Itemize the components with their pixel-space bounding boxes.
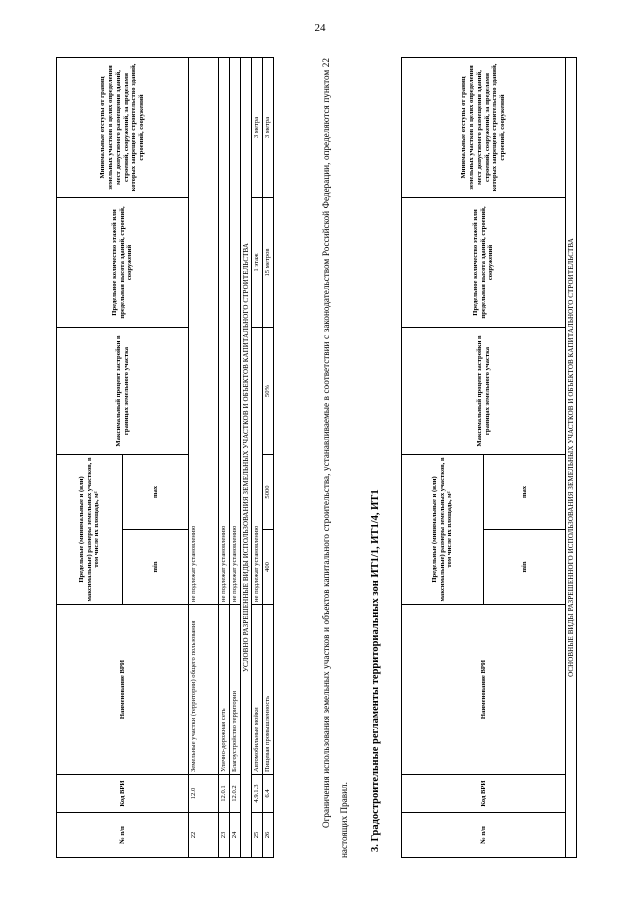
row-merged-value: не подлежат установлению — [219, 58, 230, 605]
table-row — [189, 58, 219, 858]
table-row — [219, 58, 230, 858]
row-name: Пищевая промышленность — [263, 605, 274, 775]
header-code: Код ВРИ — [402, 775, 566, 813]
row-name: Улично-дорожная сеть — [219, 605, 230, 775]
regulations-table-1 — [56, 57, 274, 858]
header-num: № п/п — [402, 813, 566, 858]
row-floors: 1 этаж — [252, 198, 263, 328]
row-num: 26 — [263, 813, 274, 858]
section-heading: 3. Градостроительные регламенты территориальных зон ИТ1/1, ИТ1/4, ИТ1 — [370, 489, 381, 852]
header-size-group: Предельные (минимальные и (или) максимальные) размеры земельных участков, в том числе их площадь, м² — [57, 455, 123, 605]
row-num: 24 — [229, 813, 240, 858]
section-title-conditional: УСЛОВНО РАЗРЕШЕННЫЕ ВИДЫ ИСПОЛЬЗОВАНИЯ ЗЕМЕЛЬНЫХ УЧАСТКОВ И ОБЪЕКТОВ КАПИТАЛЬНОГО СТРОИТЕЛЬСТВА — [240, 58, 251, 858]
header-setbacks: Минимальные отступы от границ земельных участков в целях определения мест допустимого размещения зданий, строений, сооружений, за пределами которых запрещено строительство зданий, строений, сооружений — [57, 58, 189, 198]
header-max: max — [484, 455, 566, 530]
row-name: Автомобильные мойки — [252, 605, 263, 775]
row-code: 12.0.1 — [219, 775, 230, 813]
header-max: max — [123, 455, 189, 530]
header-percent: Максимальный процент застройки в границах земельного участка — [57, 328, 189, 455]
section-row — [240, 58, 251, 858]
page-number: 24 — [314, 22, 326, 34]
header-min: min — [484, 530, 566, 605]
row-merged-value: не подлежат установлению — [189, 58, 219, 605]
row-percent: 50% — [263, 328, 274, 455]
header-floors: Предельное количество этажей или предельная высота зданий, строений, сооружений — [57, 198, 189, 328]
regulations-table-2 — [401, 57, 577, 858]
header-floors: Предельное количество этажей или предельная высота зданий, строений, сооружений — [402, 198, 566, 328]
row-code: 12.0.2 — [229, 775, 240, 813]
header-name: Наименование ВРИ — [402, 605, 566, 775]
row-name: Земельные участки (территории) общего пользования — [189, 605, 219, 775]
header-size-group: Предельные (минимальные и (или) максимальные) размеры земельных участков, в том числе их площадь, м² — [402, 455, 484, 605]
row-merged-value: не подлежат установлению — [252, 328, 263, 605]
table-row — [263, 58, 274, 858]
header-setbacks: Минимальные отступы от границ земельных участков в целях определения мест допустимого размещения зданий, строений, сооружений, за пределами которых запрещено строительство зданий, строений, сооружений — [402, 58, 566, 198]
row-code: 6.4 — [263, 775, 274, 813]
restrictions-paragraph: Ограничения использования земельных участков и объектов капитального строительства, устанавливаемые в соответствии с законодательством Российской Федерации, определяются пунктом 22 настоящих Правил. — [321, 58, 349, 858]
header-num: № п/п — [57, 813, 189, 858]
section-title-main: ОСНОВНЫЕ ВИДЫ РАЗРЕШЕННОГО ИСПОЛЬЗОВАНИЯ ЗЕМЕЛЬНЫХ УЧАСТКОВ И ОБЪЕКТОВ КАПИТАЛЬНОГО СТРОИТЕЛЬСТВА — [566, 58, 577, 858]
header-min: min — [123, 530, 189, 605]
rotated-document-content — [56, 58, 596, 858]
table-row — [252, 58, 263, 858]
header-percent: Максимальный процент застройки в границах земельного участка — [402, 328, 566, 455]
row-merged-value: не подлежат установлению — [229, 58, 240, 605]
row-setbacks: 3 метра — [263, 58, 274, 198]
row-num: 23 — [219, 813, 230, 858]
header-code: Код ВРИ — [57, 775, 189, 813]
row-code: 12.0 — [189, 775, 219, 813]
row-num: 25 — [252, 813, 263, 858]
row-max: 5000 — [263, 455, 274, 530]
row-floors: 15 метров — [263, 198, 274, 328]
row-name: Благоустройство территории — [229, 605, 240, 775]
header-name: Наименование ВРИ — [57, 605, 189, 775]
row-setbacks: 3 метра — [252, 58, 263, 198]
table-row — [229, 58, 240, 858]
row-num: 22 — [189, 813, 219, 858]
row-min: 400 — [263, 530, 274, 605]
row-code: 4.9.1.3 — [252, 775, 263, 813]
section-row — [566, 58, 577, 858]
